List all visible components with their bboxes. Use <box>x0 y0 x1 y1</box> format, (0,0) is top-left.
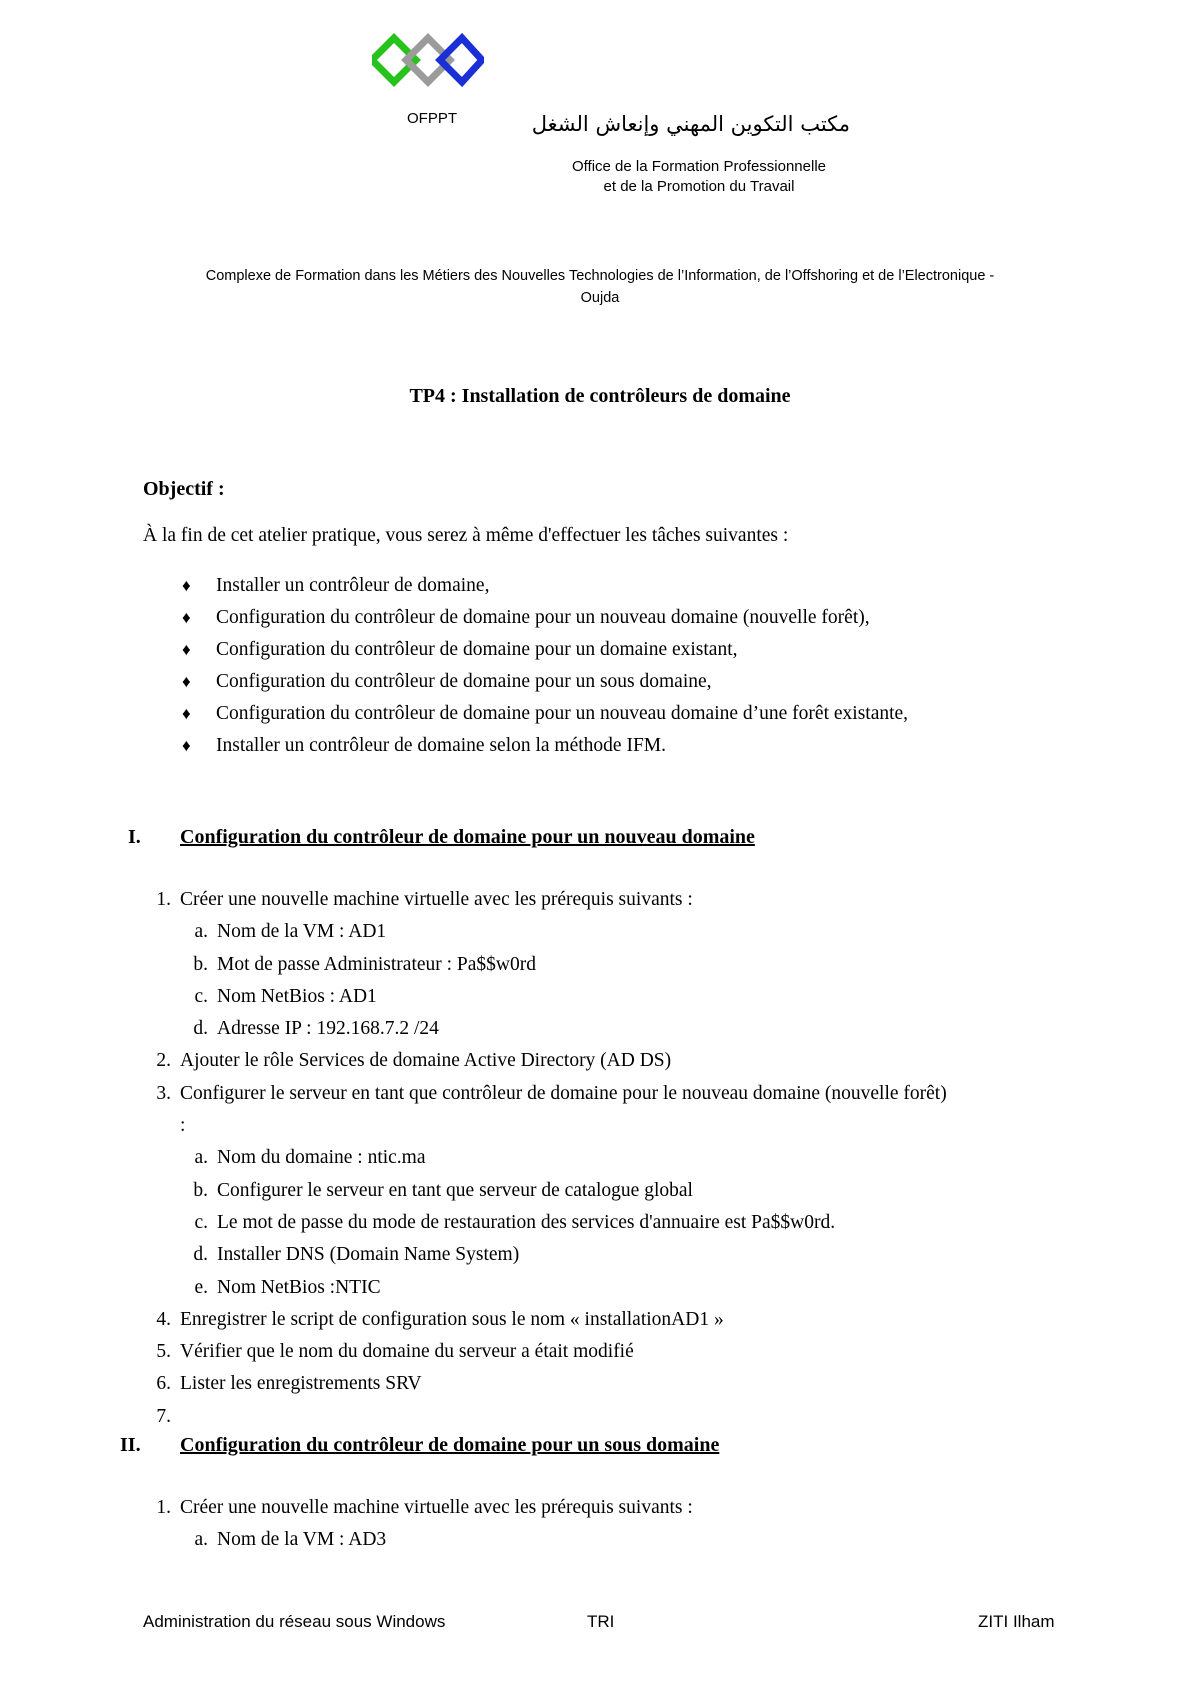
org-acronym: OFPPT <box>407 110 458 127</box>
list-item: ♦ Configuration du contrôleur de domaine pour un nouveau domaine (nouvelle forêt), <box>180 602 1060 634</box>
objective-heading: Objectif : <box>143 478 225 500</box>
org-name-line1: Office de la Formation Professionnelle <box>571 158 827 175</box>
diamond-bullet-icon: ♦ <box>182 704 191 723</box>
diamond-bullet-icon: ♦ <box>182 672 191 691</box>
list-item: 2. Ajouter le rôle Services de domaine Active Directory (AD DS) <box>156 1050 672 1072</box>
list-item: 6. Lister les enregistrements SRV <box>156 1373 422 1395</box>
list-item: ♦ Installer un contrôleur de domaine selon la méthode IFM. <box>180 730 1060 762</box>
footer-author: ZITI Ilham <box>978 1612 1055 1631</box>
org-name-line2: et de la Promotion du Travail <box>603 178 795 195</box>
ofppt-logo-icon <box>372 30 484 94</box>
complex-name <box>140 265 1060 309</box>
objective-intro: À la fin de cet atelier pratique, vous serez à même d'effectuer les tâches suivantes : <box>143 525 789 546</box>
list-item: b. Configurer le serveur en tant que serveur de catalogue global <box>193 1179 693 1201</box>
diamond-bullet-icon: ♦ <box>182 640 191 659</box>
section2-number: II. <box>120 1434 141 1456</box>
section1-title: Configuration du contrôleur de domaine pour un nouveau domaine <box>180 826 755 848</box>
diamond-bullet-icon: ♦ <box>182 576 191 595</box>
section1-steps <box>143 884 1043 1433</box>
objective-list <box>180 570 1060 762</box>
list-item: d. Installer DNS (Domain Name System) <box>193 1244 520 1266</box>
list-item: a. Nom de la VM : AD1 <box>194 921 387 943</box>
list-item: a. Nom de la VM : AD3 <box>194 1529 387 1551</box>
list-item: ♦ Installer un contrôleur de domaine, <box>180 570 1060 602</box>
footer-program: TRI <box>587 1612 615 1631</box>
list-item: 7. <box>156 1405 171 1427</box>
sub-list <box>180 1524 1043 1556</box>
org-name-arabic: مكتب التكوين المهني وإنعاش الشغل <box>531 112 850 136</box>
complex-name-line2: Oujda <box>580 290 620 306</box>
list-item: c. Le mot de passe du mode de restauration des services d'annuaire est Pa$$w0rd. <box>194 1211 836 1233</box>
list-item: 4. Enregistrer le script de configuration sous le nom « installationAD1 » <box>156 1308 724 1330</box>
list-item: d. Adresse IP : 192.168.7.2 /24 <box>193 1018 439 1040</box>
list-item: a. Nom du domaine : ntic.ma <box>194 1147 426 1169</box>
list-item: e. Nom NetBios :NTIC <box>194 1276 381 1298</box>
list-item: ♦ Configuration du contrôleur de domaine pour un nouveau domaine d’une forêt existante, <box>180 698 1060 730</box>
complex-name-line1: Complexe de Formation dans les Métiers des Nouvelles Technologies de l’Information, de l’Offshoring et de l’Electronique - <box>205 268 995 284</box>
diamond-bullet-icon: ♦ <box>182 608 191 627</box>
section2-title: Configuration du contrôleur de domaine pour un sous domaine <box>180 1434 720 1456</box>
section1-number: I. <box>128 826 141 848</box>
list-item: 1. Créer une nouvelle machine virtuelle avec les prérequis suivants : a. Nom de la VM : AD3 <box>143 1492 1043 1557</box>
list-item: 1. Créer une nouvelle machine virtuelle avec les prérequis suivants : a. Nom de la VM : AD1 b. Mot de passe Administrateur : Pa$$w0rd c. Nom NetBios : AD1 d. Adresse IP : 192.168.7.2 /24 <box>143 884 1043 1045</box>
list-item: 5. Vérifier que le nom du domaine du serveur a était modifié <box>156 1341 634 1363</box>
list-item: 3. Configurer le serveur en tant que contrôleur de domaine pour le nouveau domaine (nouvelle forêt) : a. Nom du domaine : ntic.ma b. Configurer le serveur en tant que serveur de catalogue global c. Le mot de passe du mode de restauration des services d'annuaire est Pa$$w0rd. d. Installer DNS (Domain Name System) e. Nom NetBios :NTIC <box>143 1078 1043 1304</box>
list-item: b. Mot de passe Administrateur : Pa$$w0rd <box>193 953 536 975</box>
list-item: c. Nom NetBios : AD1 <box>194 985 377 1007</box>
document-title: TP4 : Installation de contrôleurs de domaine <box>409 385 791 407</box>
list-item: ♦ Configuration du contrôleur de domaine pour un domaine existant, <box>180 634 1060 666</box>
diamond-bullet-icon: ♦ <box>182 736 191 755</box>
footer-course: Administration du réseau sous Windows <box>143 1612 446 1631</box>
sub-list <box>180 1142 953 1303</box>
sub-list <box>180 916 1043 1045</box>
section2-steps <box>143 1492 1043 1557</box>
list-item: ♦ Configuration du contrôleur de domaine pour un sous domaine, <box>180 666 1060 698</box>
